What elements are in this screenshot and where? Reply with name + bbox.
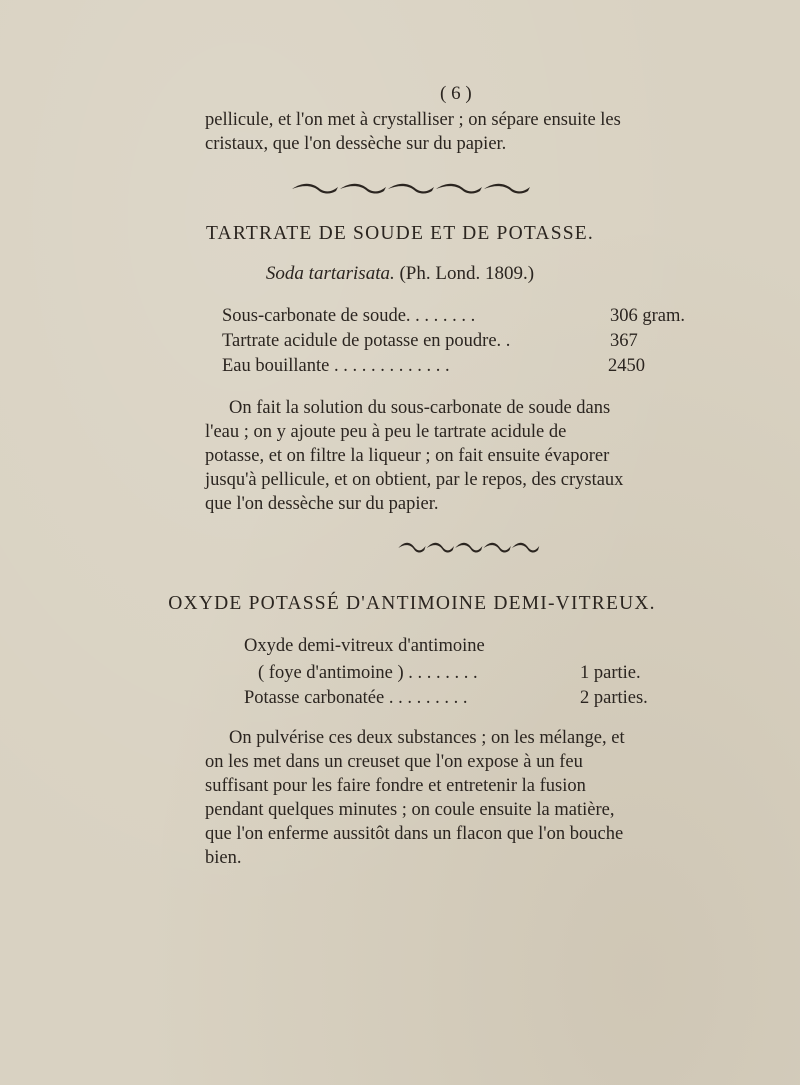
ingredient-name: Tartrate acidule de potasse en poudre. .	[222, 331, 511, 351]
text-line: suffisant pour les faire fondre et entretenir la fusion	[205, 776, 586, 796]
section-paragraph	[205, 396, 725, 516]
text-line: que l'on dessèche sur du papier.	[205, 494, 439, 514]
ingredient-name: ( foye d'antimoine ) . . . . . . . .	[258, 663, 478, 683]
ingredient-name: Potasse carbonatée . . . . . . . . .	[244, 688, 468, 708]
recipe-row	[258, 661, 724, 685]
text-line: l'eau ; on y ajoute peu à peu le tartrate acidule de	[205, 422, 567, 442]
section-paragraph	[205, 726, 725, 870]
ornamental-divider	[288, 181, 538, 195]
ingredient-name: Eau bouillante . . . . . . . . . . . . .	[222, 356, 450, 376]
recipe-row	[222, 329, 722, 353]
recipe-row	[244, 634, 724, 658]
ingredient-quantity: 367	[610, 331, 638, 351]
text-line: On pulvérise ces deux substances ; on les mélange, et	[229, 728, 625, 748]
ingredient-quantity: 1 partie.	[580, 663, 641, 683]
ingredient-quantity: 2450	[608, 356, 645, 376]
text-line: jusqu'à pellicule, et on obtient, par le repos, des crystaux	[205, 470, 624, 490]
text-line: bien.	[205, 848, 242, 868]
section-subtitle	[0, 262, 800, 286]
text-line: pellicule, et l'on met à crystalliser ; on sépare ensuite les	[205, 110, 621, 130]
page-number: ( 6 )	[440, 83, 472, 104]
ingredient-name: Oxyde demi-vitreux d'antimoine	[244, 636, 485, 656]
pharmacopoeia-reference: (Ph. Lond. 1809.)	[399, 263, 535, 284]
recipe-row	[222, 304, 722, 328]
text-line: On fait la solution du sous-carbonate de soude dans	[229, 398, 611, 418]
ingredient-quantity: 306 gram.	[610, 306, 686, 326]
text-line: que l'on enferme aussitôt dans un flacon que l'on bouche	[205, 824, 624, 844]
text-line: pendant quelques minutes ; on coule ensuite la matière,	[205, 800, 615, 820]
recipe-row	[244, 686, 724, 710]
ingredient-name: Sous-carbonate de soude. . . . . . . .	[222, 306, 476, 326]
text-line: cristaux, que l'on dessèche sur du papier.	[205, 134, 507, 154]
section-title: OXYDE POTASSÉ D'ANTIMOINE DEMI-VITREUX.	[168, 593, 656, 614]
latin-name: Soda tartarisata.	[265, 263, 395, 284]
section-title: TARTRATE DE SOUDE ET DE POTASSE.	[205, 223, 594, 244]
text-line: potasse, et on filtre la liqueur ; on fait ensuite évaporer	[205, 446, 610, 466]
recipe-row	[222, 354, 722, 378]
ingredient-quantity: 2 parties.	[580, 688, 648, 708]
ornamental-divider	[396, 540, 544, 554]
text-line: on les met dans un creuset que l'on expose à un feu	[205, 752, 583, 772]
intro-paragraph	[205, 108, 725, 156]
